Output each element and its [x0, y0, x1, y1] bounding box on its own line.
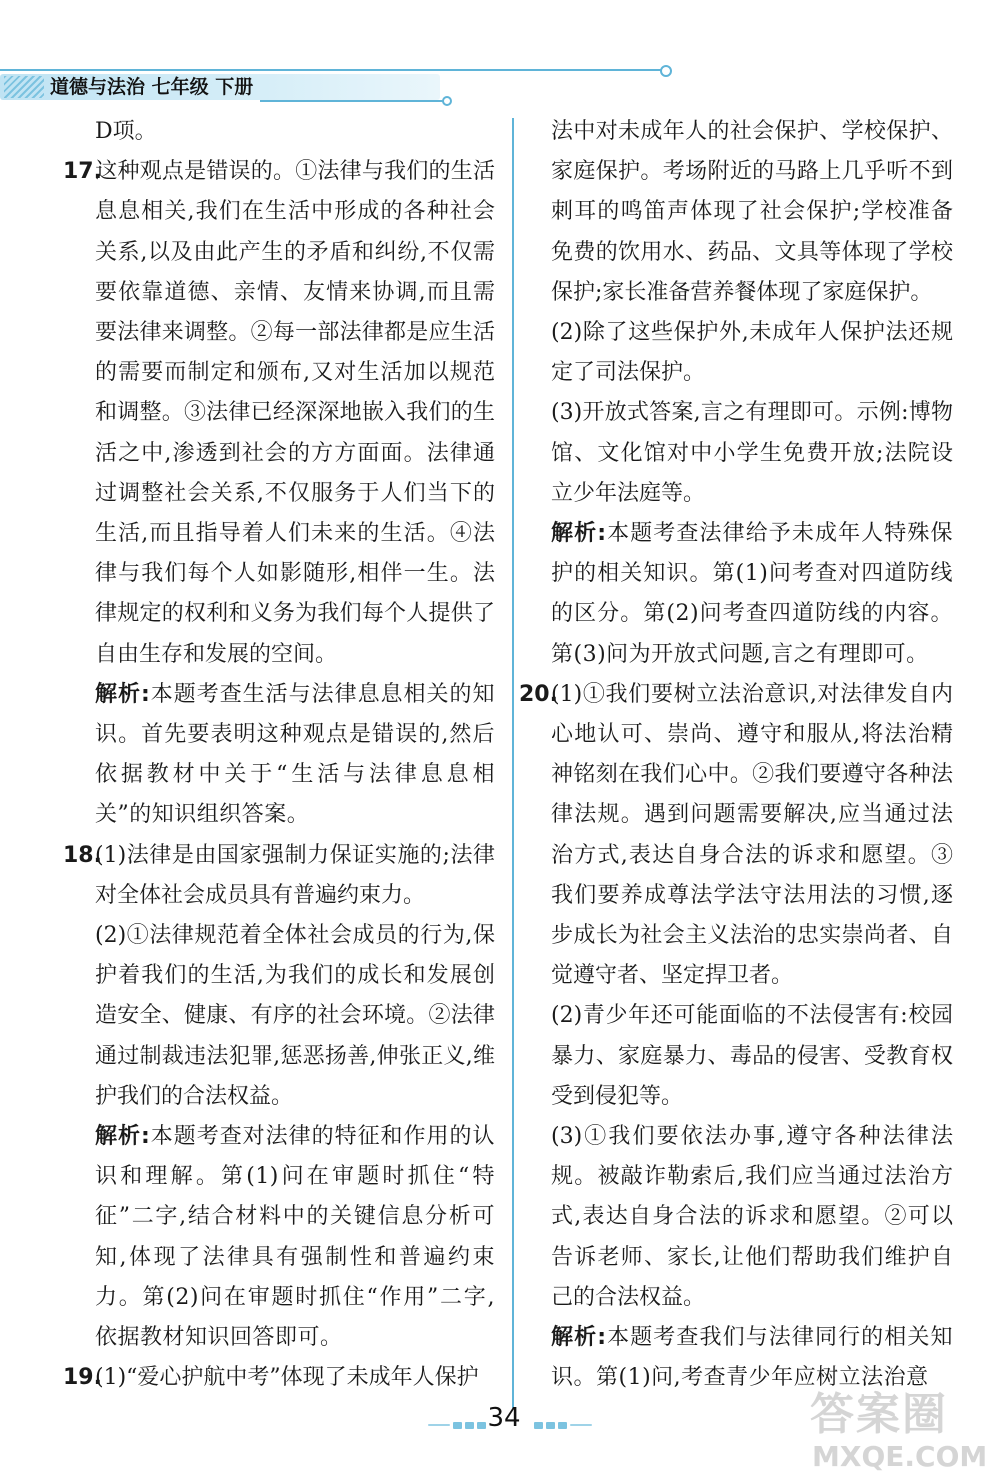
answer-paragraph: D项。: [95, 119, 157, 144]
answer-paragraph: (2)①法律规范着全体社会成员的行为,保护着我们的生活,为我们的成长和发展创造安全、健康、有序的社会环境。②法律通过制裁违法犯罪,惩恶扬善,伸张正义,维护我们的合法权益。: [95, 923, 495, 1109]
analysis-label: 解析:: [95, 681, 151, 707]
answer-paragraph: (2)青少年还可能面临的不法侵害有:校园暴力、家庭暴力、毒品的侵害、受教育权受到侵犯等。: [551, 1003, 953, 1109]
answer-text: (1)“爱心护航中考”体现了未成年人保护: [95, 1365, 479, 1391]
header-rule-bottom: [260, 100, 445, 102]
analysis-paragraph: [95, 675, 495, 836]
analysis-label: 解析:: [551, 521, 607, 547]
analysis-paragraph: [551, 1318, 953, 1398]
analysis-label: 解析:: [551, 1325, 607, 1351]
question-paragraph: [63, 836, 495, 916]
watermark: [800, 1390, 990, 1478]
watermark-text: 答案圈: [810, 1389, 948, 1440]
footer-ornament-left: [428, 1414, 489, 1422]
question-number: 20.: [519, 681, 558, 707]
answer-paragraph: 法中对未成年人的社会保护、学校保护、家庭保护。考场附近的马路上几乎听不到刺耳的鸣笛声体现了社会保护;学校准备免费的饮用水、药品、文具等体现了学校保护;家长准备营养餐体现了家庭保护。: [551, 119, 953, 305]
question-paragraph: [63, 1358, 495, 1398]
left-column: [63, 112, 495, 1399]
analysis-paragraph: [95, 1117, 495, 1358]
column-divider: [512, 118, 514, 1408]
watermark-url: MXQE.COM: [812, 1440, 988, 1473]
analysis-label: 解析:: [95, 1124, 151, 1150]
page-number: 34: [487, 1403, 521, 1433]
analysis-paragraph: [551, 514, 953, 675]
question-number: 18.: [63, 842, 102, 868]
answer-text: 这种观点是错误的。①法律与我们的生活息息相关,我们在生活中形成的各种社会关系,以及由此产生的矛盾和纠纷,不仅需要依靠道德、亲情、友情来协调,而且需要法律来调整。②每一部法律都是应生活的需要而制定和颁布,又对生活加以规范和调整。③法律已经深深地嵌入我们的生活之中,渗透到社会的方方面面。法律通过调整社会关系,不仅服务于人们当下的生活,而且指导着人们未来的生活。④法律与我们每个人如影随形,相伴一生。法律规定的权利和义务为我们每个人提供了自由生存和发展的空间。: [95, 159, 495, 667]
footer-ornament-right: [534, 1414, 595, 1422]
question-paragraph: [519, 675, 953, 997]
answer-paragraph: (3)开放式答案,言之有理即可。示例:博物馆、文化馆对中小学生免费开放;法院设立少年法庭等。: [551, 400, 953, 506]
book-title: 道德与法治 七年级 下册: [50, 76, 254, 98]
header-dot-ornament: [660, 65, 672, 77]
header-dot-ornament-2: [442, 96, 452, 106]
right-column: [519, 112, 953, 1399]
page-header: [0, 60, 680, 110]
answer-text: (1)①我们要树立法治意识,对法律发自内心地认可、崇尚、遵守和服从,将法治精神铭刻在我们心中。②我们要遵守各种法律法规。遇到问题需要解决,应当通过法治方式,表达自身合法的诉求和愿望。③我们要养成尊法学法守法用法的习惯,逐步成长为社会主义法治的忠实崇尚者、自觉遵守者、坚定捍卫者。: [551, 681, 953, 989]
analysis-text: 本题考查生活与法律息息相关的知识。首先要表明这种观点是错误的,然后依据教材中关于“生活与法律息息相关”的知识组织答案。: [95, 681, 495, 828]
header-rule-top: [0, 69, 662, 71]
analysis-text: 本题考查对法律的特征和作用的认识和理解。第(1)问在审题时抓住“特征”二字,结合材料中的关键信息分析可知,体现了法律具有强制性和普遍约束力。第(2)问在审题时抓住“作用”二字,依据教材知识回答即可。: [95, 1124, 495, 1351]
answer-paragraph: (2)除了这些保护外,未成年人保护法还规定了司法保护。: [551, 320, 953, 386]
header-stripes-ornament: [4, 76, 44, 98]
answer-text: (1)法律是由国家强制力保证实施的;法律对全体社会成员具有普遍约束力。: [95, 842, 495, 908]
question-paragraph: [63, 152, 495, 675]
answer-paragraph: (3)①我们要依法办事,遵守各种法律法规。被敲诈勒索后,我们应当通过法治方式,表达自身合法的诉求和愿望。②可以告诉老师、家长,让他们帮助我们维护自己的合法权益。: [551, 1124, 953, 1310]
question-number: 17.: [63, 159, 102, 185]
analysis-text: 本题考查法律给予未成年人特殊保护的相关知识。第(1)问考查对四道防线的区分。第(2)问考查四道防线的内容。第(3)问为开放式问题,言之有理即可。: [551, 521, 953, 667]
analysis-text: 本题考查我们与法律同行的相关知识。第(1)问,考查青少年应树立法治意: [551, 1325, 953, 1391]
question-number: 19.: [63, 1365, 102, 1391]
